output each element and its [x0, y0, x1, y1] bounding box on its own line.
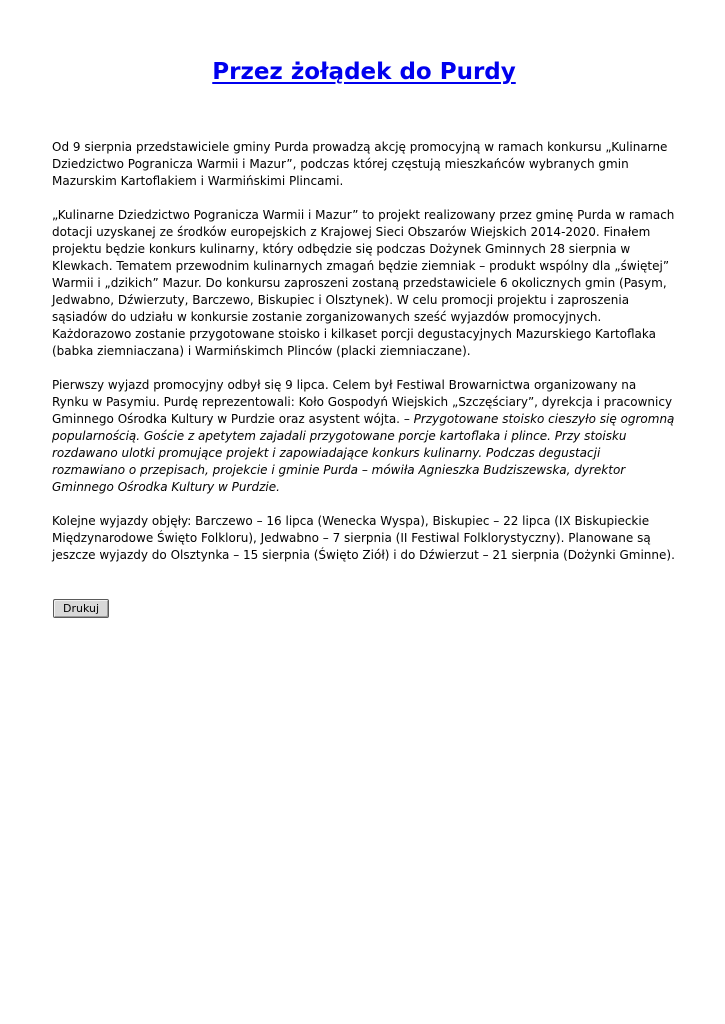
- paragraph-intro: Od 9 sierpnia przedstawiciele gminy Purda prowadzą akcję promocyjną w ramach konkursu „Kulinarne Dziedzictwo Pogranicza Warmii i Mazur”, podczas której częstują mieszkańców wybranych gmin Mazurskim Kartoflakiem i Warmińskimi Plincami.: [52, 140, 668, 188]
- article-body: [52, 139, 676, 564]
- article-page: [52, 0, 676, 581]
- paragraph-project: „Kulinarne Dziedzictwo Pogranicza Warmii i Mazur” to projekt realizowany przez gminę Purda w ramach dotacji uzyskanej ze środków europejskich z Krajowej Sieci Obszarów Wiejskich 2014-2020. Finałem projektu będzie konkurs kulinarny, który odbędzie się podczas Dożynek Gminnych 28 sierpnia w Klewkach. Tematem przewodnim kulinarnych zmagań będzie ziemniak – produkt wspólny dla „świętej” Warmii i „dzikich” Mazur. Do konkursu zaproszeni zostaną przedstawiciele 6 okolicznych gmin (Pasym, Jedwabno, Dźwierzuty, Barczewo, Biskupiec i Olsztynek). W celu promocji projektu i zaproszenia sąsiadów do udziału w konkursie zostanie zorganizowanych sześć wyjazdów promocyjnych. Każdorazowo zostanie przygotowane stoisko i kilkaset porcji degustacyjnych Mazurskiego Kartoflaka (babka ziemniaczana) i Warmińskimch Plinców (placki ziemniaczane).: [52, 208, 675, 358]
- title-link[interactable]: Przez żołądek do Purdy: [212, 59, 516, 85]
- paragraph-next-trips: Kolejne wyjazdy objęły: Barczewo – 16 lipca (Wenecka Wyspa), Biskupiec – 22 lipca (IX Biskupieckie Międzynarodowe Święto Folkloru), Jedwabno – 7 sierpnia (II Festiwal Folklorystyczny). Planowane są jeszcze wyjazdy do Olsztynka – 15 sierpnia (Święto Ziół) i do Dźwierzut – 21 sierpnia (Dożynki Gminne).: [52, 514, 675, 562]
- paragraph-first-trip-quote: – Przygotowane stoisko cieszyło się ogromną popularnością. Goście z apetytem zajadali przygotowane porcje kartoflaka i plince. Przy stoisku rozdawano ulotki promujące projekt i zapowiadające konkurs kulinarny. Podczas degustacji rozmawiano o przepisach, projekcie i gminie Purda – mówiła Agnieszka Budziszewska, dyrektor Gminnego Ośrodka Kultury w Purdzie.: [52, 412, 675, 494]
- paragraph-first-trip: [52, 377, 676, 496]
- page-title: [52, 57, 676, 87]
- paragraph-first-trip-text: Pierwszy wyjazd promocyjny odbył się 9 lipca. Celem był Festiwal Browarnictwa organizowany na Rynku w Pasymiu. Purdę reprezentowali: Koło Gospodyń Wiejskich „Szczęściary”, dyrekcja i pracownicy Gminnego Ośrodka Kultury w Purdzie oraz asystent wójta.: [52, 378, 673, 426]
- print-button[interactable]: Drukuj: [53, 599, 109, 618]
